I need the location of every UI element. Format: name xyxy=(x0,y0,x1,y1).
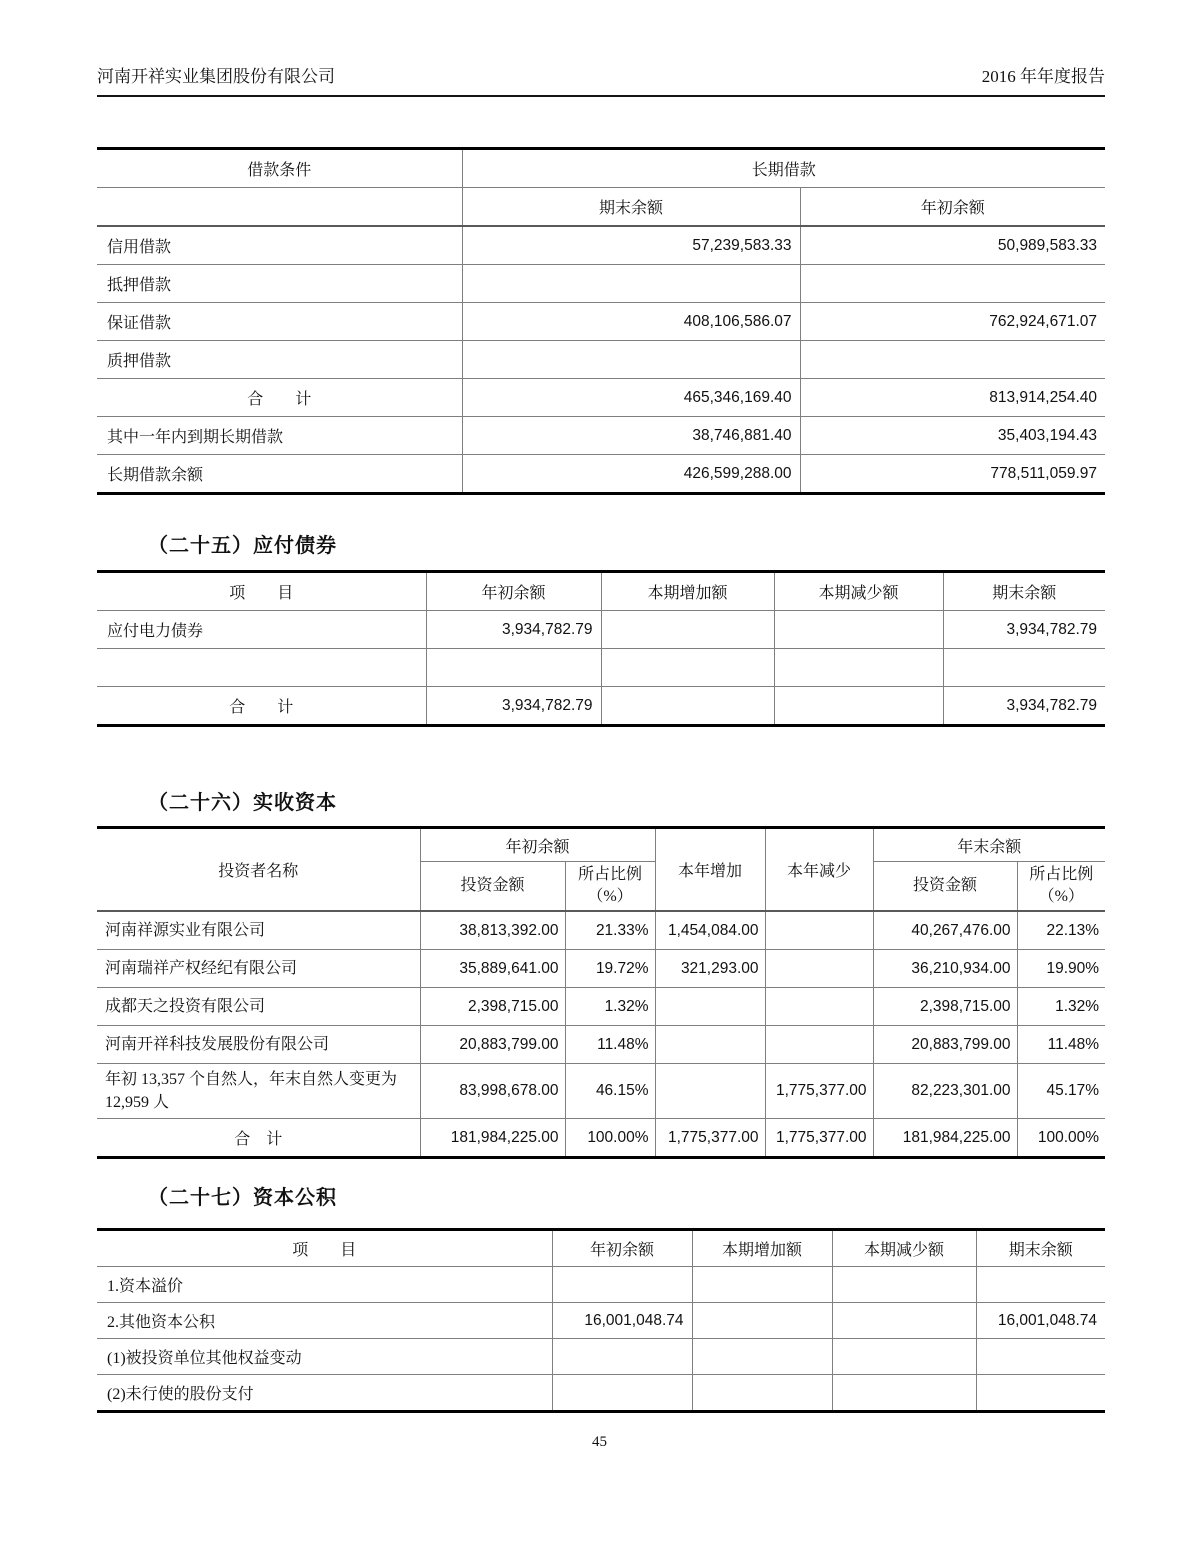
percent-cell: 1.32% xyxy=(565,988,655,1026)
amount-cell: 181,984,225.00 xyxy=(420,1119,565,1158)
amount-cell: 3,934,782.79 xyxy=(426,611,601,649)
table-row xyxy=(97,455,1105,494)
header-cell: 本年增加 xyxy=(655,828,765,912)
amount-cell xyxy=(774,611,943,649)
row-label: 应付电力债券 xyxy=(97,611,426,649)
header-cell: 本期增加额 xyxy=(601,572,774,611)
table-row xyxy=(97,188,1105,227)
table-row xyxy=(97,1267,1105,1303)
table-row xyxy=(97,828,1105,862)
row-label: (1)被投资单位其他权益变动 xyxy=(97,1339,552,1375)
percent-cell: 22.13% xyxy=(1017,911,1105,950)
amount-cell: 408,106,586.07 xyxy=(462,303,800,341)
percent-cell: 1.32% xyxy=(1017,988,1105,1026)
header-cell: 本期减少额 xyxy=(832,1230,976,1267)
percent-cell: 21.33% xyxy=(565,911,655,950)
amount-cell xyxy=(765,1026,873,1064)
amount-cell: 1,775,377.00 xyxy=(765,1119,873,1158)
amount-cell xyxy=(601,611,774,649)
table-row xyxy=(97,950,1105,988)
row-label: (2)未行使的股份支付 xyxy=(97,1375,552,1412)
amount-cell xyxy=(832,1267,976,1303)
table-row xyxy=(97,417,1105,455)
amount-cell xyxy=(800,265,1105,303)
header-cell: 本期增加额 xyxy=(692,1230,832,1267)
amount-cell xyxy=(692,1267,832,1303)
page-number: 45 xyxy=(592,1434,607,1450)
header-cell xyxy=(97,188,462,227)
amount-cell: 1,775,377.00 xyxy=(765,1064,873,1119)
section-heading-26: （二十六）实收资本 xyxy=(148,792,337,814)
row-label: 信用借款 xyxy=(97,226,462,265)
percent-cell: 45.17% xyxy=(1017,1064,1105,1119)
table-row xyxy=(97,265,1105,303)
long-term-loans-table xyxy=(97,147,1105,495)
amount-cell: 2,398,715.00 xyxy=(420,988,565,1026)
amount-cell xyxy=(655,1026,765,1064)
amount-cell: 36,210,934.00 xyxy=(873,950,1017,988)
amount-cell: 2,398,715.00 xyxy=(873,988,1017,1026)
amount-cell xyxy=(462,265,800,303)
amount-cell xyxy=(765,911,873,950)
report-title: 2016 年年度报告 xyxy=(981,67,1105,86)
amount-cell: 82,223,301.00 xyxy=(873,1064,1017,1119)
amount-cell: 35,403,194.43 xyxy=(800,417,1105,455)
amount-cell xyxy=(692,1339,832,1375)
row-label: 长期借款余额 xyxy=(97,455,462,494)
row-label: 河南瑞祥产权经纪有限公司 xyxy=(97,950,420,988)
header-cell: 投资金额 xyxy=(420,862,565,912)
percent-cell: 11.48% xyxy=(565,1026,655,1064)
header-cell: 长期借款 xyxy=(462,149,1105,188)
row-label: 合 计 xyxy=(97,379,462,417)
amount-cell xyxy=(765,950,873,988)
amount-cell xyxy=(692,1303,832,1339)
amount-cell xyxy=(774,687,943,726)
header-cell: 期末余额 xyxy=(943,572,1105,611)
amount-cell: 813,914,254.40 xyxy=(800,379,1105,417)
capital-reserve-table xyxy=(97,1228,1105,1413)
section-heading-27: （二十七）资本公积 xyxy=(148,1187,337,1209)
amount-cell xyxy=(765,988,873,1026)
percent-cell: 19.72% xyxy=(565,950,655,988)
table-row xyxy=(97,1230,1105,1267)
row-label: 合 计 xyxy=(97,687,426,726)
table-row xyxy=(97,226,1105,265)
amount-cell xyxy=(655,1064,765,1119)
table-row xyxy=(97,611,1105,649)
header-cell: 本年减少 xyxy=(765,828,873,912)
amount-cell xyxy=(601,649,774,687)
company-name: 河南开祥实业集团股份有限公司 xyxy=(97,67,335,86)
amount-cell: 3,934,782.79 xyxy=(943,687,1105,726)
header-cell: 年初余额 xyxy=(800,188,1105,227)
amount-cell: 762,924,671.07 xyxy=(800,303,1105,341)
header-cell-line: 所占比例 xyxy=(578,866,643,884)
amount-cell: 426,599,288.00 xyxy=(462,455,800,494)
amount-cell xyxy=(552,1339,692,1375)
amount-cell: 1,775,377.00 xyxy=(655,1119,765,1158)
amount-cell xyxy=(601,687,774,726)
amount-cell: 16,001,048.74 xyxy=(976,1303,1105,1339)
amount-cell: 3,934,782.79 xyxy=(426,687,601,726)
header-cell: 期末余额 xyxy=(976,1230,1105,1267)
percent-cell: 11.48% xyxy=(1017,1026,1105,1064)
amount-cell: 40,267,476.00 xyxy=(873,911,1017,950)
header-cell: 项 目 xyxy=(97,1230,552,1267)
amount-cell xyxy=(832,1303,976,1339)
amount-cell: 1,454,084.00 xyxy=(655,911,765,950)
amount-cell: 35,889,641.00 xyxy=(420,950,565,988)
table-row xyxy=(97,1375,1105,1412)
header-cell: 年末余额 xyxy=(873,828,1105,862)
amount-cell xyxy=(462,341,800,379)
percent-cell: 100.00% xyxy=(1017,1119,1105,1158)
header-cell-line: 所占比例 xyxy=(1029,866,1094,884)
table-row xyxy=(97,911,1105,950)
table-row xyxy=(97,303,1105,341)
percent-cell: 100.00% xyxy=(565,1119,655,1158)
section-heading-25: （二十五）应付债券 xyxy=(148,535,337,557)
amount-cell xyxy=(976,1339,1105,1375)
amount-cell: 321,293.00 xyxy=(655,950,765,988)
row-label: 质押借款 xyxy=(97,341,462,379)
header-cell: 投资金额 xyxy=(873,862,1017,912)
row-label: 合 计 xyxy=(97,1119,420,1158)
table-row-total xyxy=(97,1119,1105,1158)
header-cell: 年初余额 xyxy=(552,1230,692,1267)
amount-cell xyxy=(426,649,601,687)
row-label: 2.其他资本公积 xyxy=(97,1303,552,1339)
row-label xyxy=(97,649,426,687)
header-cell xyxy=(1017,862,1105,912)
row-label: 其中一年内到期长期借款 xyxy=(97,417,462,455)
amount-cell: 181,984,225.00 xyxy=(873,1119,1017,1158)
amount-cell: 778,511,059.97 xyxy=(800,455,1105,494)
row-label: 河南祥源实业有限公司 xyxy=(97,911,420,950)
table-row xyxy=(97,1064,1105,1119)
header-cell: 本期减少额 xyxy=(774,572,943,611)
amount-cell xyxy=(552,1375,692,1412)
table-row xyxy=(97,341,1105,379)
percent-cell: 19.90% xyxy=(1017,950,1105,988)
amount-cell: 3,934,782.79 xyxy=(943,611,1105,649)
amount-cell xyxy=(552,1267,692,1303)
table-row-total xyxy=(97,379,1105,417)
amount-cell xyxy=(774,649,943,687)
amount-cell: 38,746,881.40 xyxy=(462,417,800,455)
amount-cell: 16,001,048.74 xyxy=(552,1303,692,1339)
header-cell: 投资者名称 xyxy=(97,828,420,912)
row-label: 河南开祥科技发展股份有限公司 xyxy=(97,1026,420,1064)
amount-cell: 38,813,392.00 xyxy=(420,911,565,950)
amount-cell xyxy=(943,649,1105,687)
amount-cell: 465,346,169.40 xyxy=(462,379,800,417)
amount-cell xyxy=(800,341,1105,379)
table-row xyxy=(97,649,1105,687)
table-row xyxy=(97,572,1105,611)
row-label: 成都天之投资有限公司 xyxy=(97,988,420,1026)
header-cell: 年初余额 xyxy=(420,828,655,862)
header-cell: 项 目 xyxy=(97,572,426,611)
percent-cell: 46.15% xyxy=(565,1064,655,1119)
header-cell: 借款条件 xyxy=(97,149,462,188)
table-row xyxy=(97,1303,1105,1339)
amount-cell: 83,998,678.00 xyxy=(420,1064,565,1119)
amount-cell xyxy=(976,1267,1105,1303)
header-cell xyxy=(565,862,655,912)
amount-cell: 20,883,799.00 xyxy=(420,1026,565,1064)
row-label: 1.资本溢价 xyxy=(97,1267,552,1303)
header-cell-line: （%） xyxy=(587,888,633,905)
table-row xyxy=(97,988,1105,1026)
paid-in-capital-table xyxy=(97,826,1105,1159)
row-label: 保证借款 xyxy=(97,303,462,341)
bonds-payable-table xyxy=(97,570,1105,727)
amount-cell: 50,989,583.33 xyxy=(800,226,1105,265)
amount-cell: 57,239,583.33 xyxy=(462,226,800,265)
amount-cell xyxy=(832,1375,976,1412)
table-row xyxy=(97,1026,1105,1064)
table-row-total xyxy=(97,687,1105,726)
table-row xyxy=(97,1339,1105,1375)
page-header xyxy=(97,62,1105,97)
amount-cell xyxy=(976,1375,1105,1412)
header-cell: 年初余额 xyxy=(426,572,601,611)
header-cell-line: （%） xyxy=(1038,888,1084,905)
table-row xyxy=(97,149,1105,188)
amount-cell xyxy=(692,1375,832,1412)
row-label: 抵押借款 xyxy=(97,265,462,303)
row-label: 年初 13,357 个自然人，年末自然人变更为 12,959 人 xyxy=(97,1064,420,1119)
amount-cell: 20,883,799.00 xyxy=(873,1026,1017,1064)
header-cell: 期末余额 xyxy=(462,188,800,227)
amount-cell xyxy=(655,988,765,1026)
amount-cell xyxy=(832,1339,976,1375)
